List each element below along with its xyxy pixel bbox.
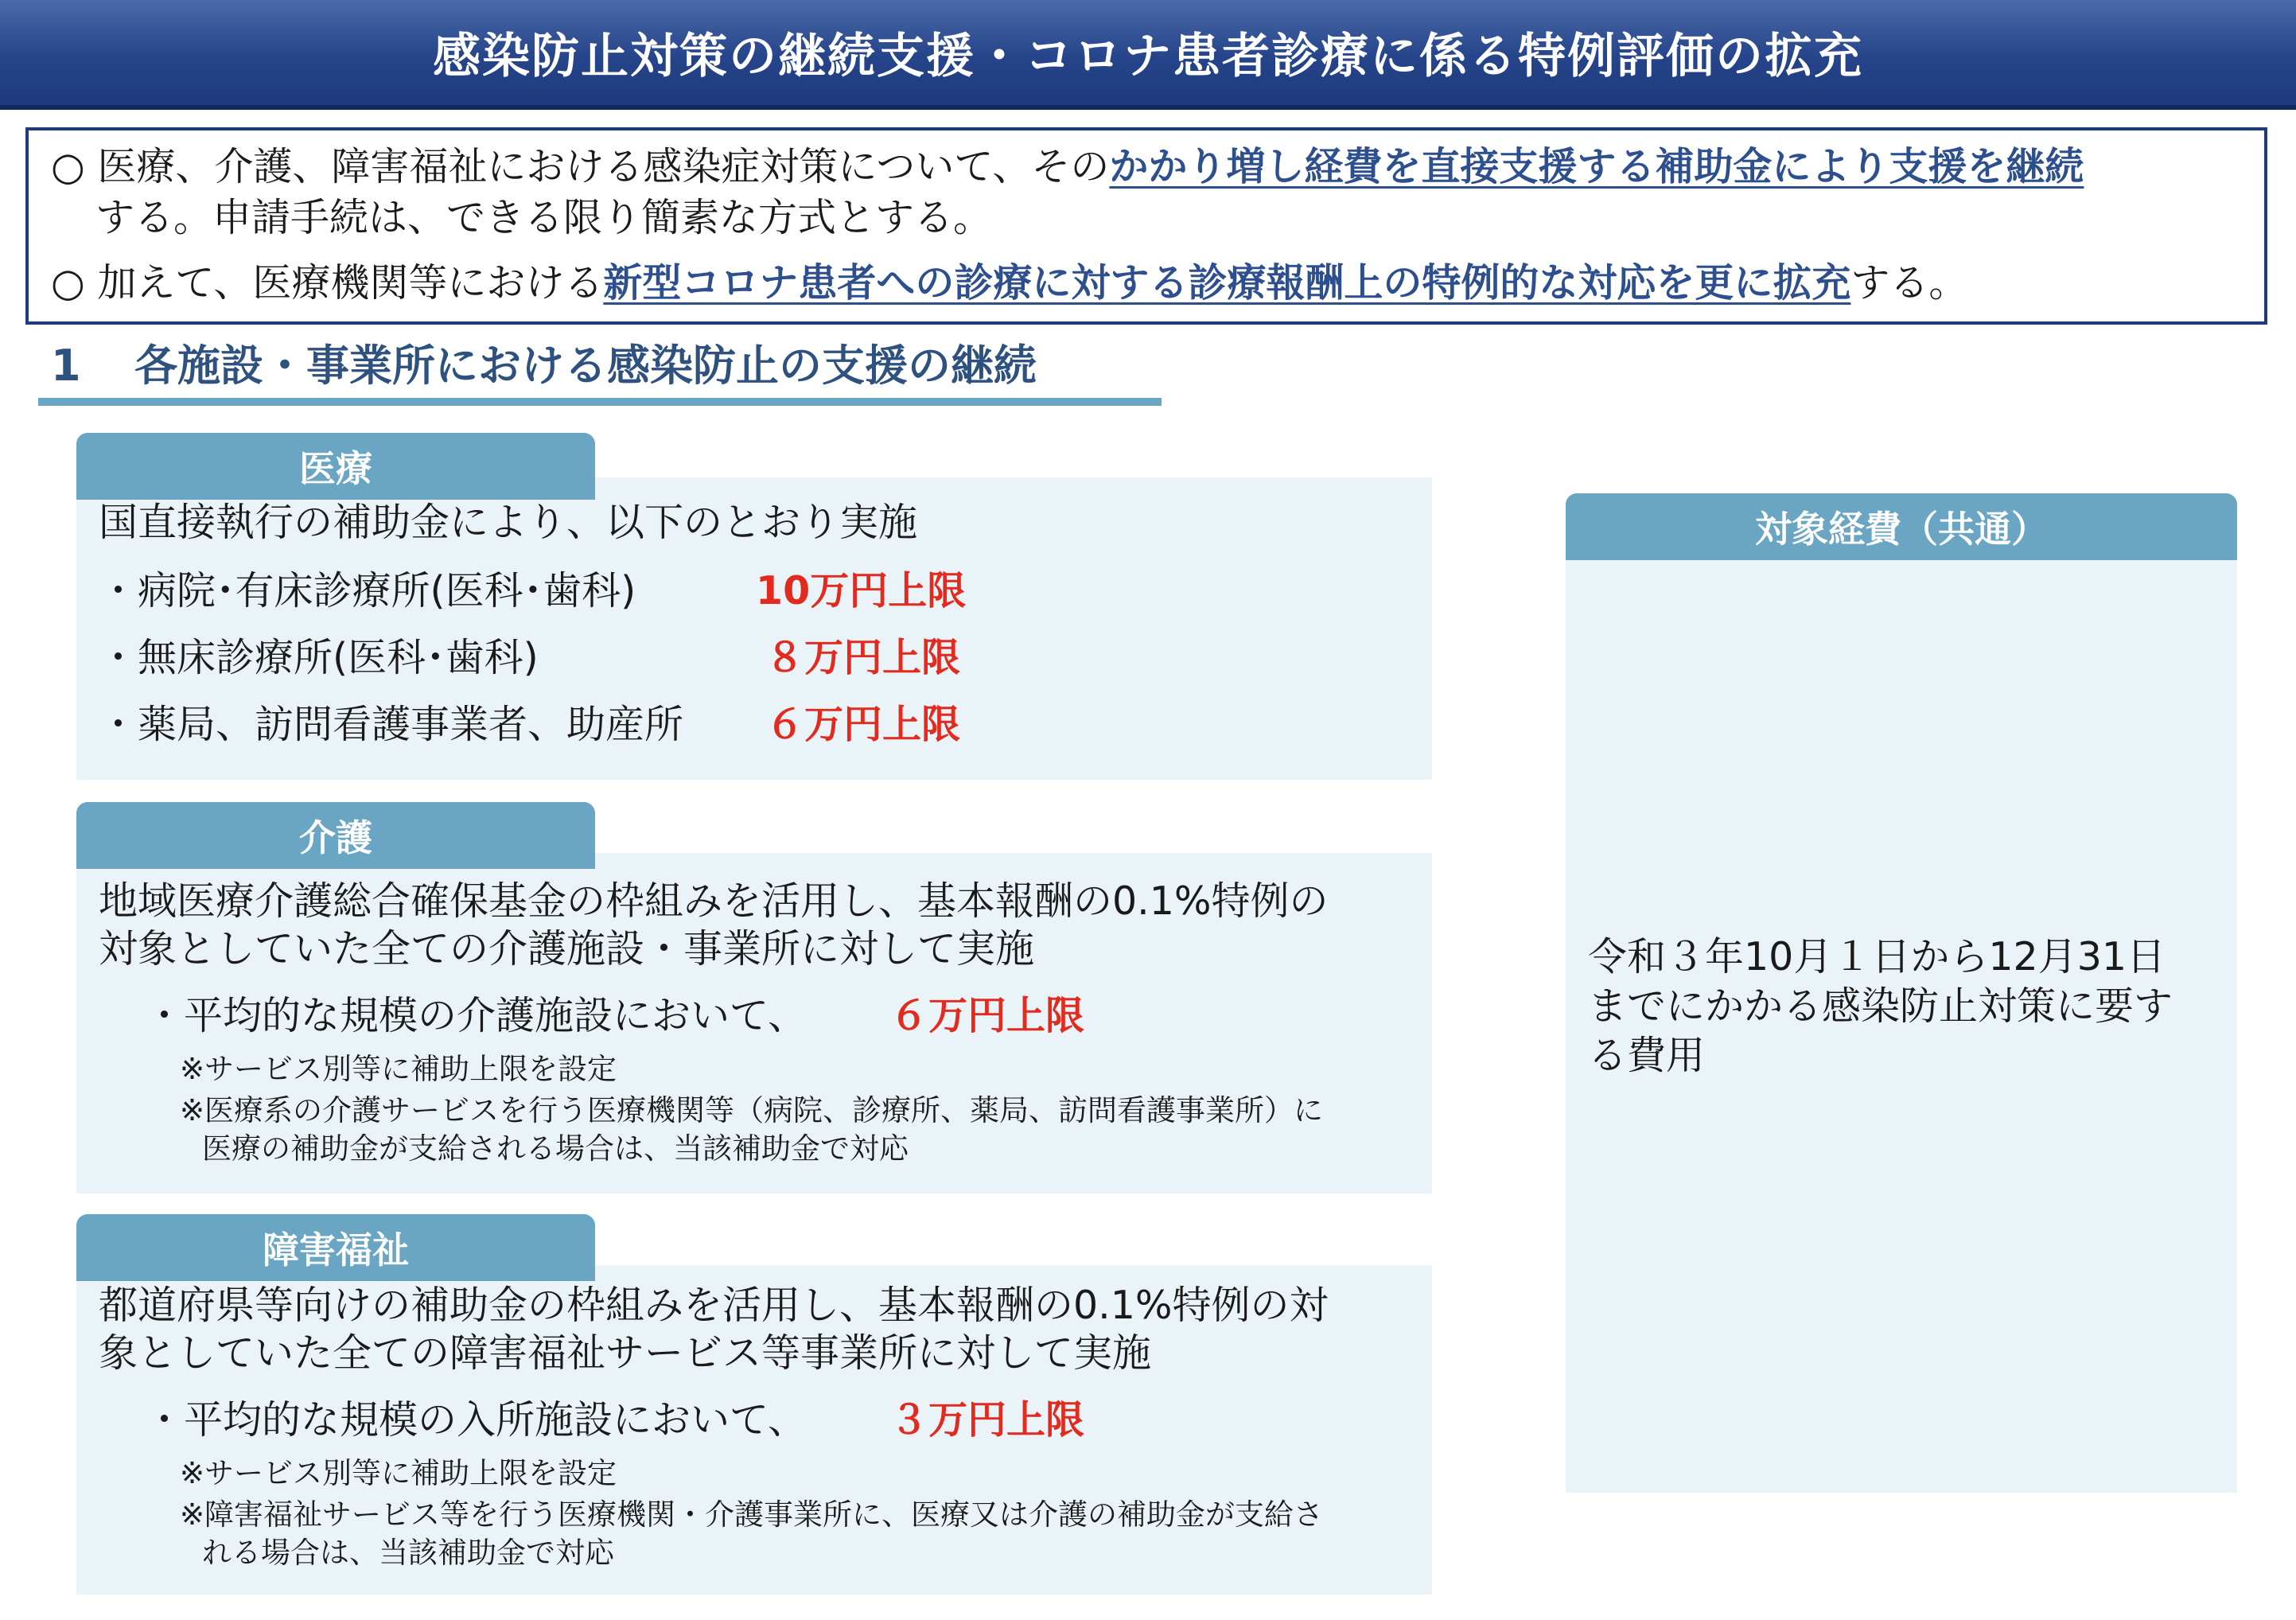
summary-line-2-prefix: ○ 加えて、医療機関等における <box>51 260 604 306</box>
section-heading <box>51 334 1165 406</box>
medical-tab: 医療 <box>76 433 595 500</box>
care-tab: 介護 <box>76 802 595 869</box>
cost-line-2: までにかかる感染防止対策に要す <box>1588 983 2173 1029</box>
disability-intro-2: 象としていた全ての障害福祉サービス等事業所に対して実施 <box>99 1330 1152 1376</box>
disability-intro-1: 都道府県等向けの補助金の枠組みを活用し、基本報酬の0.1%特例の対 <box>99 1283 1329 1328</box>
summary-box <box>25 127 2267 325</box>
care-note-1: ※サービス別等に補助上限を設定 <box>180 1052 617 1086</box>
medical-item-2-label: ・無床診療所(医科･歯科) <box>99 635 539 680</box>
medical-intro: 国直接執行の補助金により、以下のとおり実施 <box>99 500 918 545</box>
care-intro-1: 地域医療介護総合確保基金の枠組みを活用し、基本報酬の0.1%特例の <box>99 878 1329 924</box>
disability-tab: 障害福祉 <box>76 1214 595 1281</box>
care-note-2a: ※医療系の介護サービスを行う医療機関等（病院、診療所、薬局、訪問看護事業所）に <box>180 1093 1323 1127</box>
cost-body <box>1566 560 2237 1493</box>
medical-item-2-amount: ８万円上限 <box>765 635 961 680</box>
title-bar <box>0 0 2296 110</box>
section-underline <box>38 398 1162 406</box>
page-title: 感染防止対策の継続支援・コロナ患者診療に係る特例評価の拡充 <box>433 29 1863 84</box>
medical-item-3-label: ・薬局、訪問看護事業者、助産所 <box>99 702 684 747</box>
disability-item-label: ・平均的な規模の入所施設において、 <box>145 1397 807 1443</box>
medical-item-1-amount: 10万円上限 <box>756 568 967 613</box>
care-item-label: ・平均的な規模の介護施設において、 <box>145 993 807 1038</box>
medical-item-1-label: ・病院･有床診療所(医科･歯科) <box>99 568 636 613</box>
cost-line-1: 令和３年10月１日から12月31日 <box>1588 934 2166 979</box>
medical-item-3-amount: ６万円上限 <box>765 702 961 747</box>
summary-line-2 <box>51 258 2264 309</box>
summary-line-1 <box>51 142 2264 193</box>
summary-line-2-highlight: 新型コロナ患者への診療に対する診療報酬上の特例的な対応を更に拡充 <box>603 260 1851 306</box>
summary-line-1-prefix: ○ 医療、介護、障害福祉における感染症対策について、その <box>51 144 1110 189</box>
disability-note-2a: ※障害福祉サービス等を行う医療機関・介護事業所に、医療又は介護の補助金が支給さ <box>180 1497 1323 1532</box>
disability-note-2b: れる場合は、当該補助金で対応 <box>202 1536 614 1570</box>
cost-line-3: る費用 <box>1588 1033 1706 1078</box>
summary-line-1-cont: する。申請手続は、できる限り簡素な方式とする。 <box>95 195 993 240</box>
cost-header: 対象経費（共通） <box>1566 493 2237 560</box>
care-note-2b: 医療の補助金が支給される場合は、当該補助金で対応 <box>202 1131 909 1166</box>
disability-note-1: ※サービス別等に補助上限を設定 <box>180 1456 617 1490</box>
disability-item-amount: ３万円上限 <box>889 1397 1085 1443</box>
summary-line-1-highlight: かかり増し経費を直接支援する補助金により支援を継続 <box>1109 144 2084 189</box>
section-heading-text: 各施設・事業所における感染防止の支援の継続 <box>134 341 1037 391</box>
summary-line-2-suffix: する。 <box>1850 260 1968 306</box>
care-intro-2: 対象としていた全ての介護施設・事業所に対して実施 <box>99 926 1035 972</box>
care-item-amount: ６万円上限 <box>889 993 1085 1038</box>
section-number: 1 <box>51 341 81 391</box>
